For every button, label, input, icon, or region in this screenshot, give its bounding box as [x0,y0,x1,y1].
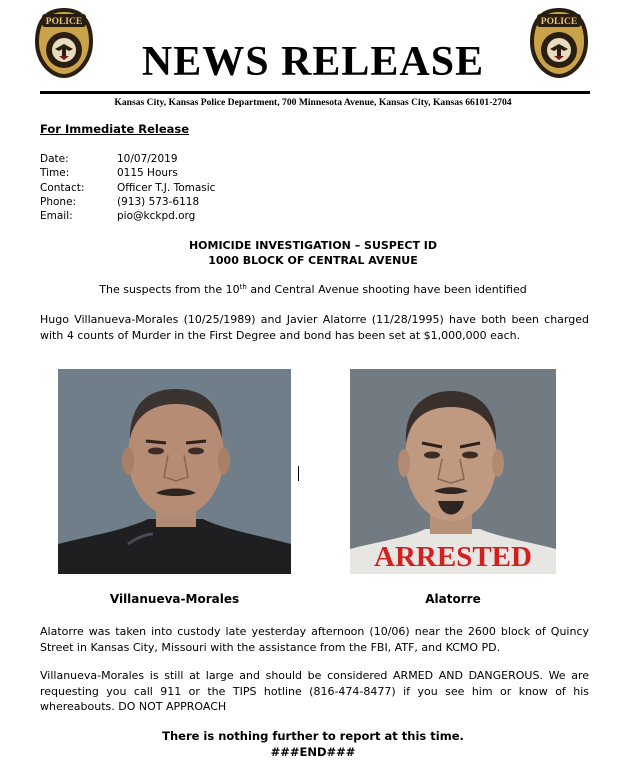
meta-row-date [40,152,215,166]
contact-details [40,152,215,223]
meta-value: Officer T.J. Tomasic [117,181,216,194]
suspect-photo-alatorre [350,369,556,574]
wanted-paragraph: Villanueva-Morales is still at large and should be considered ARMED AND DANGEROUS. We are requesting you call 911 or the TIPS hotline (816-474-8477) if you see him or know of his whereabouts. DO NOT APPROACH [40,669,589,713]
end-marker: ###END### [270,744,356,759]
meta-label: Email: [40,210,73,223]
immediate-release-label: For Immediate Release [40,122,190,136]
heading-line-2: 1000 BLOCK OF CENTRAL AVENUE [208,254,418,267]
intro-after: and Central Avenue shooting have been identified [246,283,527,296]
meta-label: Contact: [40,181,85,194]
caption-alatorre: Alatorre [425,592,481,606]
meta-row-phone [40,195,215,209]
charges-paragraph: Hugo Villanueva-Morales (10/25/1989) and Javier Alatorre (11/28/1995) have both been charged with 4 counts of Murder in the First Degree and bond has been set at $1,000,000 each. [40,313,589,342]
closing-statement [0,729,626,760]
meta-label: Date: [40,153,69,165]
arrested-stamp: ARRESTED [374,541,532,573]
news-release-title: NEWS RELEASE [141,39,485,85]
meta-value: (913) 573-6118 [117,195,200,208]
meta-label: Phone: [40,195,77,208]
custody-paragraph: Alatorre was taken into custody late yesterday afternoon (10/06) near the 2600 block of Quincy Street in Kansas City, Missouri with the assistance from the FBI, ATF, and KCMO PD. [40,625,589,654]
intro-sentence [0,283,626,296]
badge-left-label: POLICE [45,17,83,27]
text-cursor [298,466,299,481]
meta-label: Time: [40,167,70,180]
closing-line: There is nothing further to report at this time. [162,729,464,743]
meta-value: 0115 Hours [117,167,178,180]
meta-value: pio@kckpd.org [117,210,196,223]
badge-right-label: POLICE [540,17,578,27]
meta-row-time [40,166,215,180]
intro-before: The suspects from the 10 [99,283,240,296]
intro-superscript: th [239,283,247,291]
caption-villanueva-morales: Villanueva-Morales [109,592,240,606]
header-divider [40,91,590,94]
meta-row-email [40,209,215,223]
section-heading [0,238,626,268]
department-address: Kansas City, Kansas Police Department, 700 Minnesota Avenue, Kansas City, Kansas 66101-2704 [114,97,512,108]
heading-line-1: HOMICIDE INVESTIGATION – SUSPECT ID [188,239,438,252]
meta-value: 10/07/2019 [117,153,178,165]
suspect-photo-villanueva-morales [58,369,291,574]
meta-row-contact [40,181,215,195]
